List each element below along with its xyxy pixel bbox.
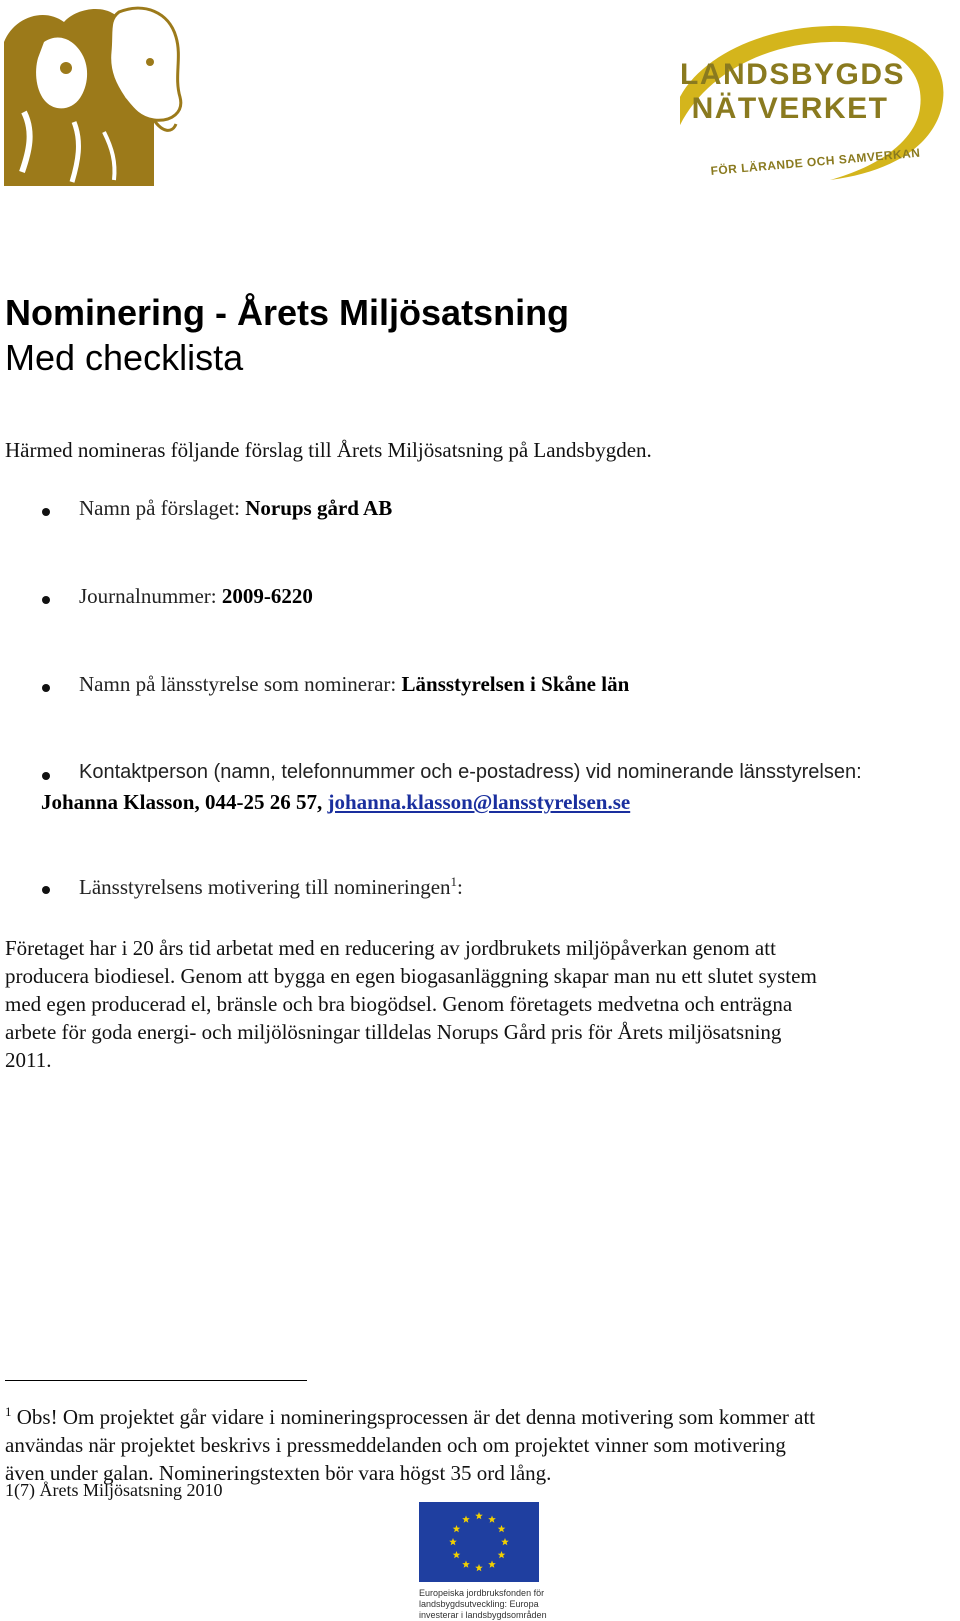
motivation-line: Företaget har i 20 års tid arbetat med en reducering av jordbrukets miljöpåverkan genom att xyxy=(5,936,776,960)
contact-email-link[interactable]: johanna.klasson@lansstyrelsen.se xyxy=(327,790,631,814)
motivation-line: 2011. xyxy=(5,1048,52,1072)
intro-text: Härmed nomineras följande förslag till Årets Miljösatsning på Landsbygden. xyxy=(5,438,652,462)
item-county-board xyxy=(79,672,629,697)
item-label: Namn på länsstyrelse som nominerar: xyxy=(79,672,397,696)
page-title: Nominering - Årets Miljösatsning xyxy=(5,292,570,333)
eu-caption-line: Europeiska jordbruksfonden för xyxy=(419,1588,545,1598)
item-value: Norups gård AB xyxy=(245,496,393,520)
motivation-line: producera biodiesel. Genom att bygga en egen biogasanläggning skapar man nu ett slutet system xyxy=(5,964,817,988)
eu-caption-line: investerar i landsbygdsområden xyxy=(419,1610,547,1620)
page-footer: 1(7) Årets Miljösatsning 2010 xyxy=(5,1480,223,1500)
item-contact-label: Kontaktperson (namn, telefonnummer och e-postadress) vid nominerande länsstyrelsen: xyxy=(79,761,862,783)
footnote-reference: 1 xyxy=(450,874,458,889)
footnote-text xyxy=(5,1398,945,1487)
item-journal-number xyxy=(79,584,313,609)
footnote-line: även under galan. Nomineringstexten bör vara högst 35 ord lång. xyxy=(5,1461,552,1485)
bullet-dot xyxy=(42,508,50,516)
item-value: 2009-6220 xyxy=(221,584,313,608)
page-subtitle: Med checklista xyxy=(5,337,244,378)
logo-tagline: FÖR LÄRANDE OCH SAMVERKAN xyxy=(710,145,921,178)
footnote-line: användas när projektet beskrivs i pressmeddelanden och om projektet vinner som motivering xyxy=(5,1433,786,1457)
logo-line-2: NÄTVERKET xyxy=(691,92,889,125)
landsbygdsnatverket-logo xyxy=(680,18,954,196)
motivation-line: med egen producerad el, bränsle och bra biogödsel. Genom företagets medvetna och enträgna xyxy=(5,992,793,1016)
footnote-mark: 1 xyxy=(5,1404,12,1419)
bullet-dot xyxy=(42,772,50,780)
item-proposal-name xyxy=(79,496,392,521)
logo-line-1: LANDSBYGDS xyxy=(680,58,906,91)
eu-flag-icon xyxy=(419,1502,539,1582)
motivation-line: arbete för goda energi- och miljölösningar tilldelas Norups Gård pris för Årets miljösatsning xyxy=(5,1020,782,1044)
item-label: Länsstyrelsens motivering till nomineringen xyxy=(79,875,451,899)
motivation-text xyxy=(5,934,945,1074)
item-label: Journalnummer: xyxy=(79,584,217,608)
item-value: Länsstyrelsen i Skåne län xyxy=(401,672,630,696)
sheep-emblem-logo xyxy=(4,2,184,186)
bullet-dot xyxy=(42,684,50,692)
footnote-line-text: Obs! Om projektet går vidare i nomineringsprocessen är det denna motivering som kommer att xyxy=(16,1405,816,1429)
bullet-dot xyxy=(42,886,50,894)
item-label: Namn på förslaget: xyxy=(79,496,240,520)
item-suffix: : xyxy=(457,875,463,899)
bullet-dot xyxy=(42,596,50,604)
eu-caption-line: landsbygdsutveckling: Europa xyxy=(419,1599,539,1609)
item-motivation-heading xyxy=(79,874,463,900)
item-contact-value xyxy=(41,790,630,815)
footnote-line xyxy=(5,1398,945,1431)
footnote-divider xyxy=(5,1380,307,1381)
contact-details: Johanna Klasson, 044-25 26 57, xyxy=(41,790,323,814)
